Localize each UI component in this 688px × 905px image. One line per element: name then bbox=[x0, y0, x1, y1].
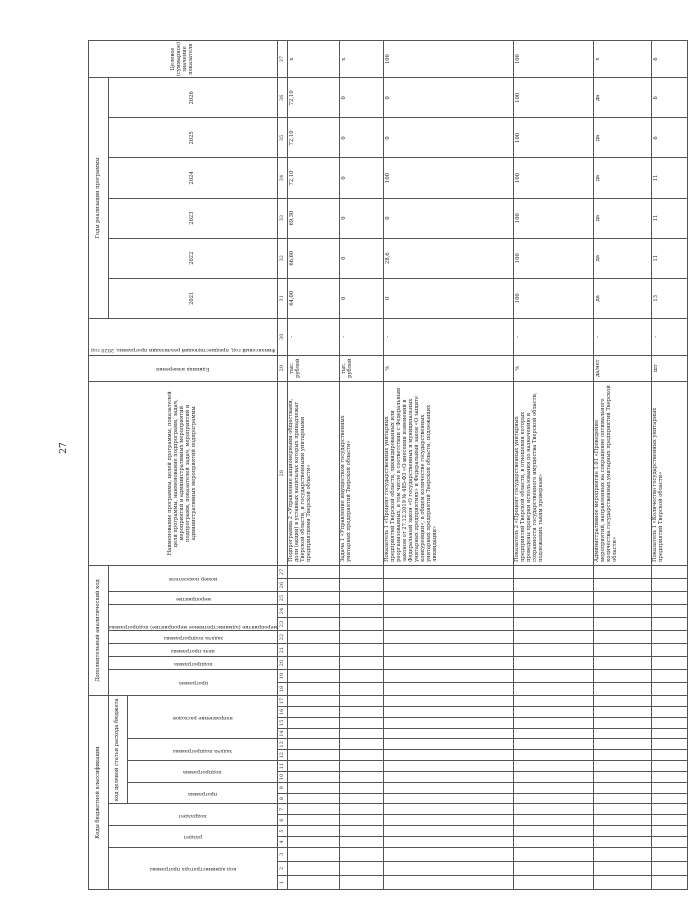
analytic-code-cell bbox=[288, 657, 340, 670]
analytic-code-cell bbox=[288, 592, 340, 605]
analytic-code-cell bbox=[288, 683, 340, 696]
analytic-code-cell bbox=[384, 644, 514, 657]
col-number: 23 bbox=[278, 618, 288, 631]
budget-code-cell bbox=[288, 847, 340, 861]
col-number: 22 bbox=[278, 631, 288, 644]
analytic-code-cell bbox=[340, 683, 384, 696]
budget-code-cell bbox=[594, 826, 652, 837]
budget-code-cell bbox=[288, 861, 340, 875]
row-year-value: 28,6 bbox=[384, 238, 514, 278]
table-body bbox=[288, 41, 688, 890]
col-number: 19 bbox=[278, 670, 288, 683]
budget-code-cell bbox=[340, 815, 384, 826]
budget-code-cell bbox=[514, 717, 594, 728]
budget-code-cell bbox=[594, 875, 652, 889]
row-fin-year: - bbox=[594, 318, 652, 355]
analytic-code-cell bbox=[652, 644, 688, 657]
budget-code-cell bbox=[514, 707, 594, 718]
col-number: 26 bbox=[278, 579, 288, 592]
row-unit: шт bbox=[652, 355, 688, 381]
budget-code-cell bbox=[288, 771, 340, 782]
budget-code-cell bbox=[384, 739, 514, 750]
col-number: 33 bbox=[278, 198, 288, 238]
budget-code-cell bbox=[384, 875, 514, 889]
analytic-code-cell bbox=[514, 592, 594, 605]
header-an-measure-no: мероприятие bbox=[109, 592, 278, 605]
table-row bbox=[340, 41, 384, 890]
budget-code-cell bbox=[514, 836, 594, 847]
col-number: 9 bbox=[278, 782, 288, 793]
col-number: 10 bbox=[278, 771, 288, 782]
row-year-value: 100 bbox=[514, 78, 594, 118]
header-unit: Единица измерения bbox=[89, 355, 278, 381]
row-unit: да/нет bbox=[594, 355, 652, 381]
header-target-item-group: код целевой статьи расхода бюджета bbox=[109, 696, 128, 804]
budget-code-cell bbox=[340, 826, 384, 837]
analytic-code-cell bbox=[384, 683, 514, 696]
budget-code-cell bbox=[384, 804, 514, 815]
row-final-value: 100 bbox=[384, 41, 514, 78]
col-number: 20 bbox=[278, 657, 288, 670]
row-year-value: 0 bbox=[384, 118, 514, 158]
budget-code-cell bbox=[652, 836, 688, 847]
table-row bbox=[384, 41, 514, 890]
row-year-value: 66,60 bbox=[288, 238, 340, 278]
budget-code-cell bbox=[514, 793, 594, 804]
budget-code-cell bbox=[594, 836, 652, 847]
analytic-code-cell bbox=[288, 605, 340, 618]
row-year-value: 69,30 bbox=[288, 198, 340, 238]
row-year-value: 0 bbox=[340, 198, 384, 238]
budget-code-cell bbox=[384, 771, 514, 782]
row-year-value: 11 bbox=[652, 158, 688, 198]
budget-code-cell bbox=[594, 804, 652, 815]
row-name: Задача 1 «Управление имуществом государственных унитарных предприятий Тверской области» bbox=[340, 381, 384, 565]
budget-code-cell bbox=[288, 717, 340, 728]
budget-code-cell bbox=[384, 847, 514, 861]
budget-code-cell bbox=[340, 761, 384, 772]
analytic-code-cell bbox=[514, 670, 594, 683]
col-number: 8 bbox=[278, 793, 288, 804]
program-indicators-table bbox=[88, 40, 688, 890]
program-table-container bbox=[88, 40, 665, 890]
header-target-task: задача подпрограммы bbox=[128, 739, 278, 761]
analytic-code-cell bbox=[514, 618, 594, 631]
row-unit: % bbox=[384, 355, 514, 381]
table-row bbox=[514, 41, 594, 890]
budget-code-cell bbox=[384, 696, 514, 707]
analytic-code-cell bbox=[514, 657, 594, 670]
budget-code-cell bbox=[340, 750, 384, 761]
budget-code-cell bbox=[514, 739, 594, 750]
row-final-value: х bbox=[340, 41, 384, 78]
col-number: 21 bbox=[278, 644, 288, 657]
budget-code-cell bbox=[288, 836, 340, 847]
header-an-task: задача подпрограммы bbox=[109, 631, 278, 644]
budget-code-cell bbox=[514, 761, 594, 772]
col-number: 28 bbox=[278, 381, 288, 565]
budget-code-cell bbox=[340, 793, 384, 804]
row-year-value: 0 bbox=[340, 238, 384, 278]
analytic-code-cell bbox=[384, 657, 514, 670]
analytic-code-cell bbox=[384, 605, 514, 618]
col-number: 1 bbox=[278, 875, 288, 889]
row-year-value: 72,10 bbox=[288, 118, 340, 158]
budget-code-cell bbox=[652, 761, 688, 772]
table-row bbox=[594, 41, 652, 890]
row-year-value: 11 bbox=[652, 198, 688, 238]
col-number: 32 bbox=[278, 238, 288, 278]
col-number: 11 bbox=[278, 761, 288, 772]
analytic-code-cell bbox=[594, 592, 652, 605]
row-final-value: 100 bbox=[514, 41, 594, 78]
budget-code-cell bbox=[514, 728, 594, 739]
budget-code-cell bbox=[594, 771, 652, 782]
col-number: 18 bbox=[278, 683, 288, 696]
analytic-code-cell bbox=[594, 579, 652, 592]
header-name: Наименование программы, целей программы, показателей цели программы, наименование подпрограмм, задач, мероприятий и административных мероприятий подпрограмм, показателей задач, мероприятий и административных мероприятий подпрограммы bbox=[89, 381, 278, 565]
analytic-code-cell bbox=[384, 631, 514, 644]
budget-code-cell bbox=[594, 815, 652, 826]
budget-code-cell bbox=[514, 861, 594, 875]
col-number: 6 bbox=[278, 815, 288, 826]
analytic-code-cell bbox=[288, 644, 340, 657]
header-section: раздел bbox=[109, 826, 278, 848]
budget-code-cell bbox=[340, 728, 384, 739]
budget-code-cell bbox=[652, 717, 688, 728]
analytic-code-cell bbox=[594, 657, 652, 670]
budget-code-cell bbox=[288, 815, 340, 826]
row-final-value: х bbox=[594, 41, 652, 78]
analytic-code-cell bbox=[514, 631, 594, 644]
analytic-code-cell bbox=[340, 618, 384, 631]
budget-code-cell bbox=[514, 826, 594, 837]
analytic-code-cell bbox=[594, 631, 652, 644]
budget-code-cell bbox=[652, 804, 688, 815]
header-an-goal: цель программы bbox=[109, 644, 278, 657]
analytic-code-cell bbox=[384, 592, 514, 605]
row-year-value: 64,00 bbox=[288, 278, 340, 318]
analytic-code-cell bbox=[514, 565, 594, 578]
row-year-value: да bbox=[594, 158, 652, 198]
col-number: 14 bbox=[278, 728, 288, 739]
budget-code-cell bbox=[514, 782, 594, 793]
row-year-value: 0 bbox=[384, 78, 514, 118]
budget-code-cell bbox=[384, 728, 514, 739]
budget-code-cell bbox=[384, 782, 514, 793]
budget-code-cell bbox=[340, 739, 384, 750]
analytic-code-cell bbox=[340, 644, 384, 657]
budget-code-cell bbox=[652, 793, 688, 804]
budget-code-cell bbox=[288, 707, 340, 718]
row-year-value: да bbox=[594, 238, 652, 278]
row-name: Показатель 2 «Процент государственных унитарных предприятий Тверской области, в отношении которых проведены проверки использования по назначению и сохранности государственного имущества Тверской области, подлежащих таким проверкам» bbox=[514, 381, 594, 565]
analytic-code-cell bbox=[652, 592, 688, 605]
row-fin-year: - bbox=[514, 318, 594, 355]
col-number: 4 bbox=[278, 836, 288, 847]
col-number: 7 bbox=[278, 804, 288, 815]
budget-code-cell bbox=[652, 782, 688, 793]
header-an-subprogram: подпрограмма bbox=[109, 657, 278, 670]
header-an-program: программа bbox=[109, 670, 278, 696]
col-number: 35 bbox=[278, 118, 288, 158]
budget-code-cell bbox=[652, 826, 688, 837]
row-year-value: 13 bbox=[652, 278, 688, 318]
budget-code-cell bbox=[514, 696, 594, 707]
col-number: 25 bbox=[278, 592, 288, 605]
budget-code-cell bbox=[514, 847, 594, 861]
header-fin-year: Финансовый год, предшествующий реализации программы, 2020 год bbox=[89, 318, 278, 355]
budget-code-cell bbox=[594, 696, 652, 707]
column-numbers-row bbox=[278, 41, 288, 890]
row-year-value: 72,10 bbox=[288, 78, 340, 118]
budget-code-cell bbox=[340, 696, 384, 707]
row-year-value: да bbox=[594, 78, 652, 118]
row-name: Подпрограмма 2 «Управление акционерными обществами, доли (акции) в уставных капиталах которых принадлежат Тверской области, и государственными унитарными предприятиями Тверской области» bbox=[288, 381, 340, 565]
col-number: 16 bbox=[278, 707, 288, 718]
analytic-code-cell bbox=[384, 670, 514, 683]
header-year-2025: 2025 bbox=[109, 118, 278, 158]
budget-code-cell bbox=[340, 836, 384, 847]
analytic-code-cell bbox=[652, 605, 688, 618]
row-year-value: да bbox=[594, 118, 652, 158]
row-unit: тыс. рублей bbox=[288, 355, 340, 381]
budget-code-cell bbox=[288, 804, 340, 815]
analytic-code-cell bbox=[514, 605, 594, 618]
analytic-code-cell bbox=[652, 565, 688, 578]
analytic-code-cell bbox=[514, 683, 594, 696]
analytic-code-cell bbox=[340, 631, 384, 644]
analytic-code-cell bbox=[288, 631, 340, 644]
analytic-code-cell bbox=[340, 592, 384, 605]
budget-code-cell bbox=[594, 750, 652, 761]
col-number: 37 bbox=[278, 41, 288, 78]
row-fin-year: - bbox=[384, 318, 514, 355]
row-year-value: да bbox=[594, 278, 652, 318]
header-an-indicator: номер показателя bbox=[109, 565, 278, 591]
budget-code-cell bbox=[384, 793, 514, 804]
row-name: Показатель 1 «Количество государственных унитарных предприятий Тверской области» bbox=[652, 381, 688, 565]
analytic-code-cell bbox=[288, 565, 340, 578]
budget-code-cell bbox=[384, 826, 514, 837]
row-year-value: 0 bbox=[340, 158, 384, 198]
budget-code-cell bbox=[594, 861, 652, 875]
budget-code-cell bbox=[652, 847, 688, 861]
row-fin-year: - bbox=[288, 318, 340, 355]
row-name: Административное мероприятие 1.01 «Проведение мероприятий, направленных на сокращение оптимального количества государственных унитарных предприятий Тверской области» bbox=[594, 381, 652, 565]
rotated-table-frame bbox=[88, 40, 665, 890]
budget-code-cell bbox=[652, 875, 688, 889]
row-year-value: 100 bbox=[514, 238, 594, 278]
row-year-value: 0 bbox=[340, 118, 384, 158]
col-number: 24 bbox=[278, 605, 288, 618]
analytic-code-cell bbox=[594, 670, 652, 683]
budget-code-cell bbox=[652, 815, 688, 826]
analytic-code-cell bbox=[652, 618, 688, 631]
budget-code-cell bbox=[384, 836, 514, 847]
budget-code-cell bbox=[594, 739, 652, 750]
header-year-2021: 2021 bbox=[109, 278, 278, 318]
col-number: 12 bbox=[278, 750, 288, 761]
budget-code-cell bbox=[288, 728, 340, 739]
analytic-code-cell bbox=[652, 683, 688, 696]
analytic-code-cell bbox=[594, 683, 652, 696]
budget-code-cell bbox=[652, 750, 688, 761]
budget-code-cell bbox=[288, 696, 340, 707]
col-number: 34 bbox=[278, 158, 288, 198]
row-year-value: 0 bbox=[340, 278, 384, 318]
budget-code-cell bbox=[514, 815, 594, 826]
analytic-code-cell bbox=[594, 618, 652, 631]
col-number: 13 bbox=[278, 739, 288, 750]
header-admin-code: код администратора программы bbox=[109, 847, 278, 889]
budget-code-cell bbox=[384, 717, 514, 728]
header-subsection: подраздел bbox=[109, 804, 278, 826]
analytic-code-cell bbox=[288, 618, 340, 631]
header-year-2024: 2024 bbox=[109, 158, 278, 198]
analytic-code-cell bbox=[340, 565, 384, 578]
page-number: 27 bbox=[59, 442, 69, 454]
budget-code-cell bbox=[384, 861, 514, 875]
budget-code-cell bbox=[340, 861, 384, 875]
analytic-code-cell bbox=[340, 670, 384, 683]
header-final-value: Целевое (суммарное) значение показателя bbox=[89, 41, 278, 78]
row-unit: тыс. рублей bbox=[340, 355, 384, 381]
analytic-code-cell bbox=[594, 565, 652, 578]
budget-code-cell bbox=[652, 707, 688, 718]
header-year-2023: 2023 bbox=[109, 198, 278, 238]
header-year-2026: 2026 bbox=[109, 78, 278, 118]
budget-code-cell bbox=[288, 782, 340, 793]
budget-code-cell bbox=[594, 761, 652, 772]
budget-code-cell bbox=[384, 815, 514, 826]
budget-code-cell bbox=[594, 707, 652, 718]
header-target-subprogram: подпрограмма bbox=[128, 761, 278, 783]
budget-code-cell bbox=[340, 875, 384, 889]
analytic-code-cell bbox=[384, 565, 514, 578]
budget-code-cell bbox=[288, 739, 340, 750]
row-year-value: 6 bbox=[652, 118, 688, 158]
budget-code-cell bbox=[288, 826, 340, 837]
header-target-direction: направление расходов bbox=[128, 696, 278, 739]
row-year-value: 0 bbox=[340, 78, 384, 118]
analytic-code-cell bbox=[384, 618, 514, 631]
analytic-code-cell bbox=[340, 579, 384, 592]
row-year-value: 0 bbox=[384, 278, 514, 318]
col-number: 31 bbox=[278, 278, 288, 318]
analytic-code-cell bbox=[288, 579, 340, 592]
table-row bbox=[652, 41, 688, 890]
header-years-group: Годы реализации программы bbox=[89, 78, 109, 319]
col-number: 36 bbox=[278, 78, 288, 118]
row-year-value: 100 bbox=[514, 198, 594, 238]
budget-code-cell bbox=[288, 793, 340, 804]
budget-code-cell bbox=[340, 847, 384, 861]
budget-code-cell bbox=[652, 861, 688, 875]
budget-code-cell bbox=[340, 707, 384, 718]
budget-code-cell bbox=[652, 771, 688, 782]
budget-code-cell bbox=[340, 717, 384, 728]
budget-code-cell bbox=[652, 728, 688, 739]
budget-code-cell bbox=[288, 875, 340, 889]
col-number: 5 bbox=[278, 826, 288, 837]
analytic-code-cell bbox=[652, 631, 688, 644]
row-year-value: 0 bbox=[384, 198, 514, 238]
budget-code-cell bbox=[652, 739, 688, 750]
analytic-code-cell bbox=[340, 605, 384, 618]
analytic-code-cell bbox=[384, 579, 514, 592]
analytic-code-cell bbox=[288, 670, 340, 683]
row-year-value: 11 bbox=[652, 238, 688, 278]
analytic-code-cell bbox=[652, 657, 688, 670]
budget-code-cell bbox=[340, 804, 384, 815]
row-final-value: 6 bbox=[652, 41, 688, 78]
budget-code-cell bbox=[384, 761, 514, 772]
header-year-2022: 2022 bbox=[109, 238, 278, 278]
budget-code-cell bbox=[288, 761, 340, 772]
budget-code-cell bbox=[594, 717, 652, 728]
col-number: 17 bbox=[278, 696, 288, 707]
col-number: 30 bbox=[278, 318, 288, 355]
row-name: Показатель 1 «Процент государственных унитарных предприятий Тверской области, ликвидированных или реорганизованных, в том числе в соответствии с Федеральным законом от 27.12.2019 № 485-ФЗ «О внесении изменений в Федеральный закон «О государственных и муниципальных унитарных предприятиях» и Федеральный закон «О защите конкуренции», в общем количестве государственных унитарных предприятий Тверской области, подлежащих ликвидации» bbox=[384, 381, 514, 565]
budget-code-cell bbox=[594, 793, 652, 804]
header-budget-codes: Коды бюджетной классификации bbox=[89, 696, 109, 890]
col-number: 15 bbox=[278, 717, 288, 728]
header-analytic-code: Дополнительный аналитический код bbox=[89, 565, 109, 695]
budget-code-cell bbox=[288, 750, 340, 761]
row-year-value: 6 bbox=[652, 78, 688, 118]
table-row bbox=[288, 41, 340, 890]
budget-code-cell bbox=[384, 707, 514, 718]
header-an-measure: мероприятие (административное мероприятие) подпрограммы bbox=[109, 605, 278, 631]
row-year-value: 100 bbox=[514, 278, 594, 318]
row-year-value: 100 bbox=[514, 118, 594, 158]
row-year-value: 72,10 bbox=[288, 158, 340, 198]
col-number: 2 bbox=[278, 861, 288, 875]
row-final-value: х bbox=[288, 41, 340, 78]
budget-code-cell bbox=[594, 847, 652, 861]
budget-code-cell bbox=[514, 771, 594, 782]
col-number: 27 bbox=[278, 565, 288, 578]
row-unit: % bbox=[514, 355, 594, 381]
row-fin-year: - bbox=[340, 318, 384, 355]
row-year-value: 100 bbox=[514, 158, 594, 198]
col-number: 29 bbox=[278, 355, 288, 381]
budget-code-cell bbox=[514, 875, 594, 889]
row-year-value: 100 bbox=[384, 158, 514, 198]
row-fin-year: - bbox=[652, 318, 688, 355]
budget-code-cell bbox=[340, 782, 384, 793]
analytic-code-cell bbox=[594, 644, 652, 657]
budget-code-cell bbox=[340, 771, 384, 782]
budget-code-cell bbox=[594, 782, 652, 793]
analytic-code-cell bbox=[652, 670, 688, 683]
analytic-code-cell bbox=[594, 605, 652, 618]
header-target-program: программа bbox=[128, 782, 278, 804]
budget-code-cell bbox=[652, 696, 688, 707]
row-year-value: да bbox=[594, 198, 652, 238]
analytic-code-cell bbox=[652, 579, 688, 592]
budget-code-cell bbox=[514, 804, 594, 815]
analytic-code-cell bbox=[514, 579, 594, 592]
budget-code-cell bbox=[384, 750, 514, 761]
col-number: 3 bbox=[278, 847, 288, 861]
budget-code-cell bbox=[514, 750, 594, 761]
budget-code-cell bbox=[594, 728, 652, 739]
analytic-code-cell bbox=[514, 644, 594, 657]
analytic-code-cell bbox=[340, 657, 384, 670]
